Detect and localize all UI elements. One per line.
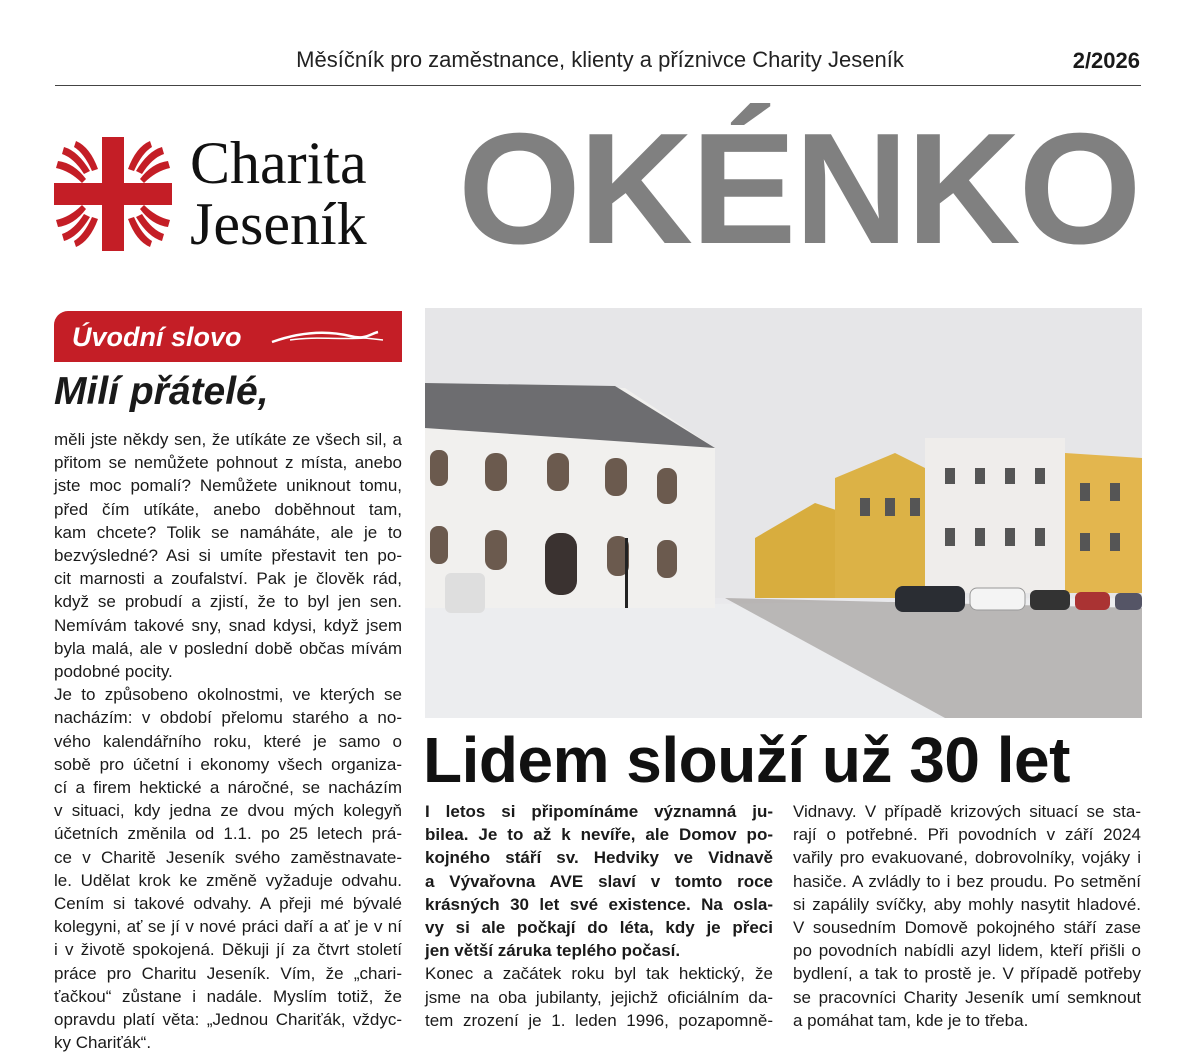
swash-ornament-icon: [270, 328, 385, 348]
masthead-title: OKÉNKO: [458, 101, 1140, 277]
text-line: měli jste někdy sen, že utíkáte ze všech sil, a: [54, 430, 402, 449]
text-line: práce pro Charitu Jeseník. Vím, že „chari-: [54, 963, 402, 983]
text-line: kolegyni, ať se jí v nové práci daří a ať je v ní: [54, 917, 402, 937]
article-column-2: [793, 800, 1141, 1032]
text-line: přitom se nemůžete pohnout z místa, anebo: [54, 453, 402, 473]
text-line: i v životě spokojená. Děkuji jí za čtvrt století: [54, 940, 402, 960]
text-line: cí a firem hektické a náročné, se nacházím: [54, 778, 402, 798]
text-line: rají o potřebné. Při povodních v září 2024: [793, 825, 1141, 845]
text-line: hasiče. A zvládly to i bez proudu. Po setmění: [793, 871, 1141, 891]
text-line: byla malá, ale v poslední době občas mívám: [54, 638, 402, 658]
section-label: Úvodní slovo: [72, 322, 242, 352]
text-line: Je to způsobeno okolnostmi, ve kterých se: [54, 685, 402, 705]
text-line: jsme na oba jubilanty, jejichž oficiálním da-: [425, 987, 773, 1007]
text-line: bezvýsledné? Asi si umíte přestavit ten po-: [54, 546, 402, 566]
newsletter-tagline: Měsíčník pro zaměstnance, klienty a příznivce Charity Jeseník: [296, 47, 904, 72]
logo-text-charita: Charita: [190, 130, 367, 196]
text-line: Konec a začátek roku byl tak hektický, že: [425, 964, 773, 984]
text-line: kam chcete? Tolik se namáháte, ale je to: [54, 522, 402, 542]
town-square-photo: [425, 308, 1142, 718]
text-line: Nemívám takové sny, snad kdysi, když jsem: [54, 615, 402, 635]
text-line: vy si ale počkají do léta, kdy je přeci: [425, 918, 773, 938]
text-line: kojného stáří sv. Hedviky ve Vidnavě: [425, 848, 773, 868]
section-banner: [54, 311, 402, 362]
text-line: V sousedním Domově pokojného stáří zase: [793, 918, 1141, 938]
text-line: když se probudí a zjistí, že to byl jen sen.: [54, 592, 402, 612]
text-line: účetních změnila od 1.1. po 25 letech prá-: [54, 824, 402, 844]
text-line: jste moc pomalí? Nemůžete uniknout tomu,: [54, 476, 402, 496]
logo-text-jesenik: Jeseník: [190, 191, 367, 257]
text-line: I letos si připomínáme významná ju-: [425, 802, 773, 821]
text-line: krásných 30 let své existence. Na osla-: [425, 894, 773, 914]
text-line: a Vývařovna AVE slaví v tomto roce: [425, 871, 773, 891]
text-line: opravdu platí věta: „Jednou Chariťák, vždyc-: [54, 1010, 402, 1030]
intro-text-column: [54, 428, 402, 1054]
article-headline: Lidem slouží už 30 let: [423, 724, 1070, 796]
text-line: nacházím: v období přelomu starého a no-: [54, 708, 402, 728]
text-line: ky Chariťák“.: [54, 1033, 152, 1053]
article-column-1: [425, 800, 773, 1032]
text-line: jen větší záruka teplého počasí.: [425, 941, 681, 961]
text-line: si zapálily svíčky, aby mohly nasytit hladové.: [793, 894, 1141, 914]
text-line: ce v Charitě Jeseník svého zaměstnavate-: [54, 847, 402, 867]
text-line: a pomáhat tam, kde je to třeba.: [793, 1010, 1029, 1030]
header-divider: [55, 85, 1141, 86]
issue-number: 2/2026: [1072, 48, 1140, 73]
text-line: v situaci, kdy jedna ze dvou mých kolegyň: [54, 801, 402, 821]
text-line: po povodních nabídli azyl lidem, kteří přišli o: [793, 941, 1141, 961]
text-line: Cením si takové odvahy. A přeji mé bývalé: [54, 894, 402, 914]
text-line: ťačkou“ zůstane i nadále. Myslím totiž, že: [54, 986, 402, 1006]
charita-cross-logo-icon: [54, 135, 172, 253]
text-line: bydlení, a tak to prostě je. V případě potřeby: [793, 964, 1141, 984]
text-line: vařily pro evakuované, dobrovolníky, vojáky i: [793, 848, 1141, 868]
text-line: le. Udělat krok ke změně vyžaduje odvahu.: [54, 870, 402, 890]
text-line: Vidnavy. V případě krizových situací se sta-: [793, 802, 1141, 821]
text-line: cit marnosti a zoufalství. Pak je člověk rád,: [54, 569, 402, 589]
text-line: bilea. Je to až k nevíře, ale Domov po-: [425, 825, 773, 845]
text-line: se pracovníci Charity Jeseník umí semknout: [793, 987, 1141, 1007]
text-line: podobné pocity.: [54, 662, 173, 682]
text-line: vého kalendářního roku, které je samo o: [54, 731, 402, 751]
text-line: sobě pro účetní i ekonomy všech organiza-: [54, 754, 402, 774]
greeting-heading: Milí přátelé,: [54, 370, 269, 413]
text-line: tem zrození je 1. leden 1996, pozapomně-: [425, 1010, 773, 1030]
text-line: před čím utíkáte, anebo doběhnout tam,: [54, 499, 402, 519]
